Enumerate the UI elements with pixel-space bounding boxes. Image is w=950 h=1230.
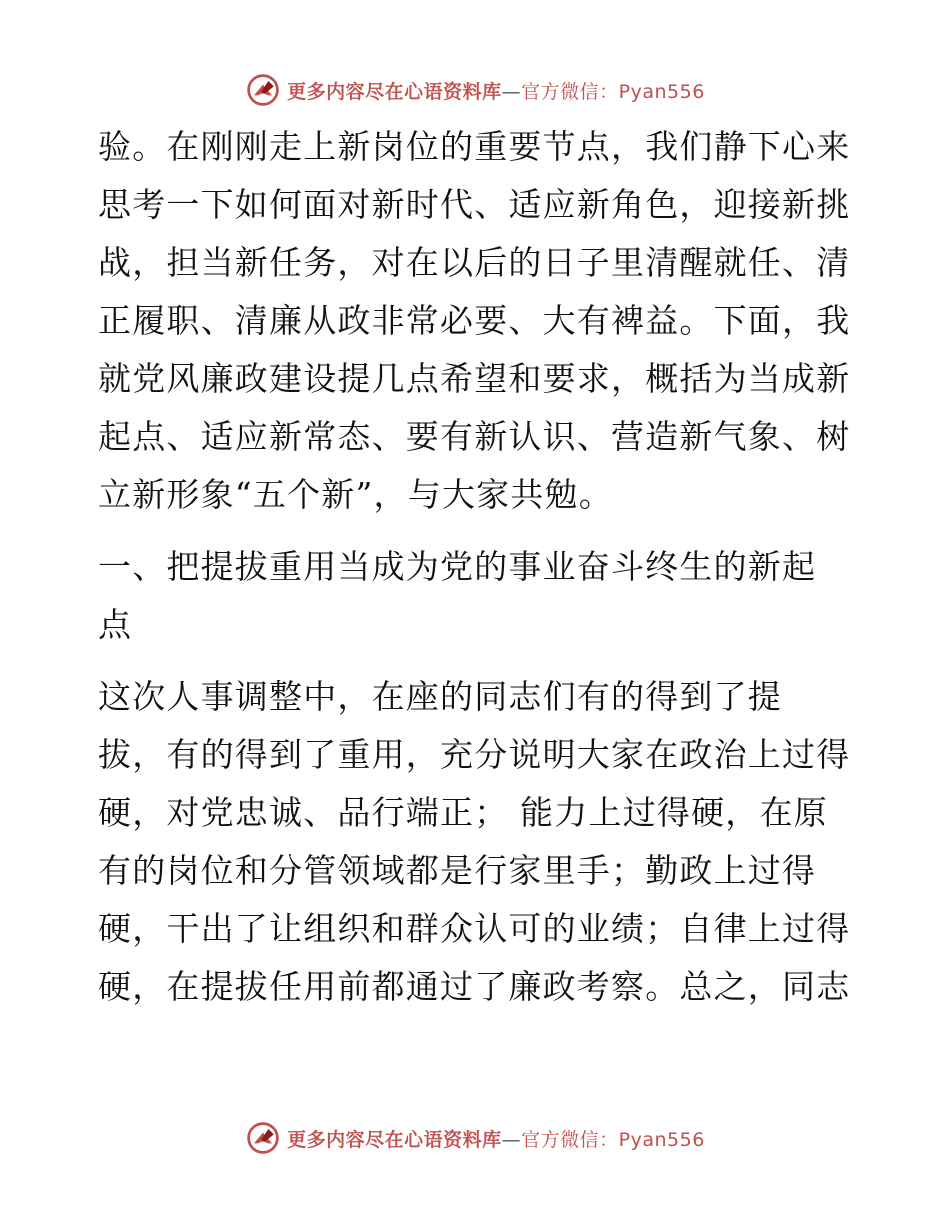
banner-wechat: 官方微信：Pyan556 — [521, 1128, 705, 1151]
banner-text — [287, 1125, 705, 1152]
banner-text — [287, 77, 705, 104]
text-line: 验。在刚刚走上新岗位的重要节点，我们静下心来 — [98, 127, 851, 166]
text-line: 正履职、清廉从政非常必要、大有裨益。下面，我 — [98, 301, 851, 340]
paragraph-body — [98, 668, 858, 1016]
paragraph-gap — [98, 654, 858, 668]
banner-dash: — — [501, 1128, 522, 1151]
banner-brand: 更多内容尽在心语资料库 — [287, 1128, 502, 1151]
text-line: 立新形象“五个新”，与大家共勉。 — [98, 475, 613, 514]
book-logo-icon — [245, 1120, 281, 1156]
banner-dash: — — [501, 80, 522, 103]
text-line: 硬，干出了让组织和群众认可的业绩；自律上过得 — [98, 909, 851, 948]
header-banner — [0, 70, 950, 110]
footer-banner — [0, 1118, 950, 1158]
text-line: 硬，对党忠诚、品行端正； 能力上过得硬，在原 — [98, 793, 828, 832]
text-line: 这次人事调整中，在座的同志们有的得到了提 — [98, 677, 782, 716]
section-heading — [98, 538, 858, 654]
text-line: 战，担当新任务，对在以后的日子里清醒就任、清 — [98, 243, 851, 282]
heading-line: 一、把提拔重用当成为党的事业奋斗终生的新起 — [98, 547, 817, 586]
text-line: 有的岗位和分管领域都是行家里手；勤政上过得 — [98, 851, 817, 890]
text-line: 硬，在提拔任用前都通过了廉政考察。总之，同志 — [98, 967, 851, 1006]
banner-brand: 更多内容尽在心语资料库 — [287, 80, 502, 103]
text-line: 就党风廉政建设提几点希望和要求，概括为当成新 — [98, 359, 851, 398]
book-logo-icon — [245, 72, 281, 108]
text-line: 起点、适应新常态、要有新认识、营造新气象、树 — [98, 417, 851, 456]
banner-wechat: 官方微信：Pyan556 — [521, 80, 705, 103]
document-body — [98, 118, 858, 1016]
text-line: 思考一下如何面对新时代、适应新角色，迎接新挑 — [98, 185, 851, 224]
paragraph-gap — [98, 524, 858, 538]
heading-line: 点 — [98, 605, 133, 644]
paragraph-intro — [98, 118, 858, 524]
text-line: 拔，有的得到了重用，充分说明大家在政治上过得 — [98, 735, 851, 774]
